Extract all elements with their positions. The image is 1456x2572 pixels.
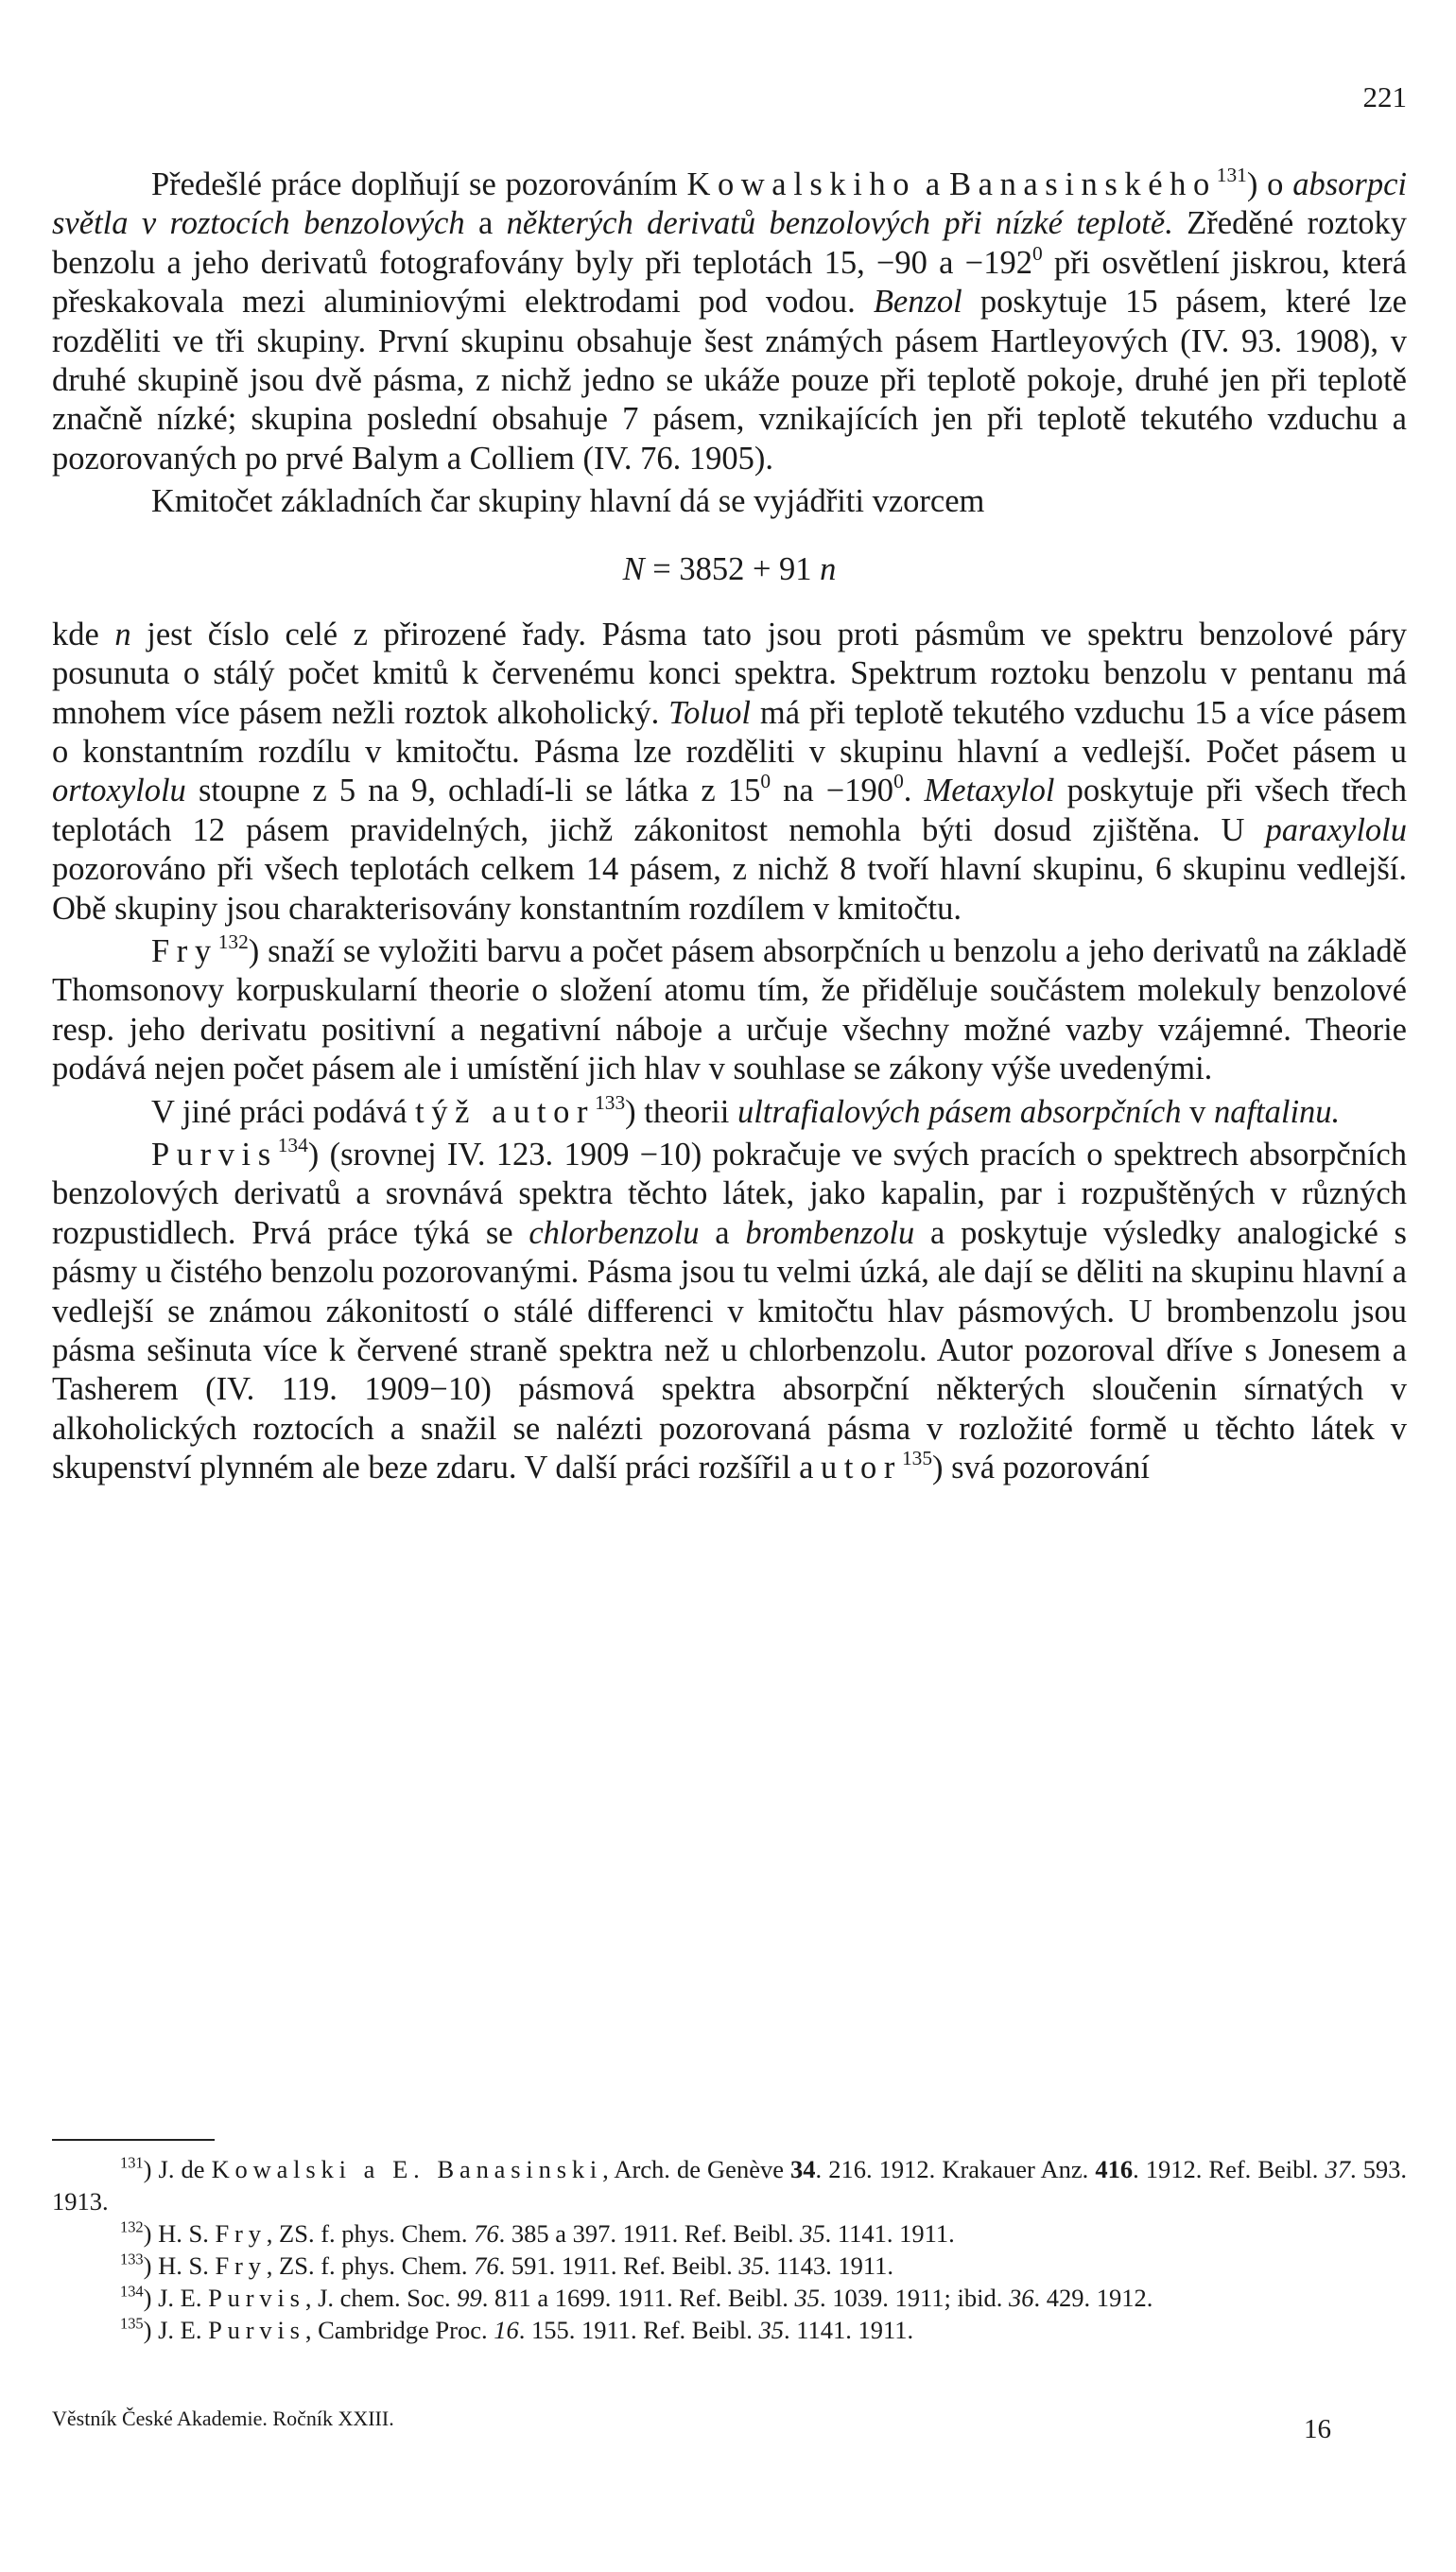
text-run: . 385 a 397. 1911. Ref. Beibl. <box>498 2218 801 2248</box>
text-run: , Cambridge Proc. <box>304 2315 494 2344</box>
text-run: Předešlé práce doplňují se pozorováním <box>151 166 687 202</box>
formula <box>52 550 1407 589</box>
degree-mark: 0 <box>1031 241 1043 265</box>
formula-text: = 3852 + 91 <box>644 550 821 587</box>
work-title: ultrafialových pásem absorpčních <box>737 1093 1182 1130</box>
paragraph-formula-intro: Kmitočet základních čar skupiny hlavní dá se vyjádřiti vzorcem <box>151 483 985 520</box>
text-run: a <box>699 1214 746 1251</box>
footnote <box>52 2154 1407 2218</box>
text-run: ) snaží se vyložiti barvu a počet pásem absorpčních u benzolu a jeho derivatů na základě Thomsonovy korpuskularní theorie o složení atomu tím, že přiděluje součástem molekuly benzolové resp. jeho derivatu positivní a negativní náboje a určuje všechny možné vazby vzájemné. Theorie podává nejen počet pásem ale i umístění jich hlav v souhlase se zákony výše uvedenými. <box>52 933 1407 1087</box>
body-text <box>52 165 1407 1488</box>
compound-name: brombenzolu <box>745 1214 915 1251</box>
footnote-number: 131 <box>120 2153 144 2172</box>
footnote <box>52 2283 1407 2315</box>
degree-mark: 0 <box>760 770 771 793</box>
paragraph-naftalin <box>52 1090 1407 1132</box>
footnote-ref: 134 <box>277 1134 308 1157</box>
footnote-number: 135 <box>120 2313 144 2332</box>
text-run: pozorováno při všech teplotách celkem 14 pásem, z nichž 8 tvoří hlavní skupinu, 6 skupinu vedlejší. Obě skupiny jsou charakterisovány konstantním rozdílem v kmitočtu. <box>52 851 1407 927</box>
text-run: ) J. E. <box>143 2283 209 2312</box>
text-run: . 591. 1911. Ref. Beibl. <box>498 2250 739 2280</box>
compound-name: naftalinu. <box>1213 1093 1341 1130</box>
journal-line: Věstník České Akademie. Ročník XXIII. <box>52 2407 394 2430</box>
text-run: . 1912. Ref. Beibl. <box>1133 2155 1326 2183</box>
compound-name: Benzol <box>873 284 962 321</box>
text-run: . 1141. 1911. <box>783 2315 914 2344</box>
volume-number: 16 <box>494 2315 519 2344</box>
author-name: Fry <box>215 2250 267 2280</box>
text-run: jest číslo celé z přirozené řady. Pásma tato jsou proti pásmům ve spektru benzolové páry posunuta o stálý počet kmitů k červenému konci spektra. Spektrum roztoku benzolu v pentanu má mnohem více pásem nežli roztok alkoholický. <box>52 616 1407 731</box>
author-name: Fry <box>151 933 218 970</box>
text-run: kde <box>52 616 115 652</box>
paragraph-purvis <box>52 1136 1407 1488</box>
volume-number: 36 <box>1008 2283 1034 2312</box>
footnote-ref: 135 <box>901 1447 932 1470</box>
text-run: . 811 a 1699. 1911. Ref. Beibl. <box>481 2283 795 2312</box>
author-name: Kowalskiho <box>686 166 917 202</box>
paragraph-kowalski <box>52 165 1407 478</box>
text-run: a poskytuje výsledky analogické s pásmy u čistého benzolu pozorovanými. Pásma jsou tu velmi úzká, ale dají se děliti na skupinu hlavní a vedlejší se známou zákonitostí o stálé differenci v kmitočtu hlav pásmových. U brombenzolu jsou pásma sešinuta více k červené straně spektra než u chlorbenzolu. Autor pozoroval dříve s Jonesem a Tasherem (IV. 119. 1909−10) pásmová spektra absorpční některých sloučenin sírnatých v alkoholických roztocích a snažil se nalézti pozorovaná pásma v rozložité formě u těchto látek v skupenství plynném ale beze zdaru. V další práci rozšířil <box>52 1214 1407 1486</box>
paragraph-fry <box>52 932 1407 1089</box>
text-run: ) svá pozorování <box>932 1450 1150 1486</box>
page-number: 221 <box>1362 80 1407 113</box>
formula-variable: n <box>114 616 131 652</box>
text-run: ) theorii <box>625 1093 737 1130</box>
footnote-ref: 133 <box>595 1090 626 1114</box>
volume-number: 416 <box>1095 2155 1134 2183</box>
text-run: . 593. 1913. <box>52 2155 1408 2216</box>
volume-number: 35 <box>794 2283 820 2312</box>
text-run: . <box>903 773 925 809</box>
footnote-ref: 132 <box>217 930 249 954</box>
text-run: , J. chem. Soc. <box>304 2283 458 2312</box>
footnotes <box>52 2154 1407 2346</box>
footnote <box>52 2315 1407 2347</box>
author-name: Purvis <box>208 2283 305 2312</box>
text-run: na −190 <box>771 773 894 809</box>
text-run: , Arch. de Genève <box>602 2155 791 2183</box>
footnote <box>52 2218 1407 2250</box>
page-footer <box>52 2407 1407 2444</box>
volume-number: 35 <box>800 2218 825 2248</box>
formula-variable: N <box>622 550 645 587</box>
text-run: , ZS. f. phys. Chem. <box>266 2250 475 2280</box>
text-run: má při teplotě tekutého vzduchu 15 a více pásem o konstantním rozdílu v kmitočtu. Pásma lze rozděliti v skupinu hlavní a vedlejší. Počet pásem u <box>52 694 1407 771</box>
text-run: ) H. S. <box>143 2250 216 2280</box>
text-run: V jiné práci podává <box>151 1093 416 1130</box>
author-name: Fry <box>215 2218 267 2248</box>
text-run: v <box>1181 1093 1214 1130</box>
volume-number: 76 <box>474 2250 499 2280</box>
text-run: ) (srovnej IV. 123. 1909 −10) pokračuje ve svých pracích o spektrech absorpčních benzolových derivatů a srovnává spektra těchto látek, jako kapalin, par i rozpuštěných v různých rozpustidlech. Prvá práce týká se <box>52 1136 1407 1251</box>
text-run: ) J. de <box>143 2155 212 2183</box>
footnote <box>52 2250 1407 2283</box>
text-run: , ZS. f. phys. Chem. <box>266 2218 475 2248</box>
text-run: ) H. S. <box>143 2218 216 2248</box>
text-run: poskytuje při všech třech teplotách 12 pásem pravidelných, jichž zákonitost nemohla býti dosud zjištěna. U <box>52 773 1407 848</box>
text-run: . 1143. 1911. <box>763 2250 894 2280</box>
work-title: absorpci světla v roztocích benzolových <box>52 166 1407 242</box>
footnote-number: 134 <box>120 2281 144 2300</box>
text-run: ) o <box>1246 166 1293 202</box>
text-run: . 429. 1912. <box>1033 2283 1153 2312</box>
signature-mark: 16 <box>1304 2414 1331 2444</box>
paragraph-toluol <box>52 616 1407 929</box>
formula-variable: n <box>820 550 837 587</box>
volume-number: 37 <box>1325 2155 1350 2183</box>
text-run: a <box>916 166 950 202</box>
text-run: a <box>464 205 507 242</box>
text-run: Zředěné roztoky benzolu a jeho derivatů fotografovány byly při teplotách 15, −90 a −192 <box>52 205 1407 281</box>
compound-name: Metaxylol <box>924 773 1055 809</box>
footnote-number: 132 <box>120 2217 144 2236</box>
volume-number: 99 <box>457 2283 482 2312</box>
text-run: ) J. E. <box>143 2315 209 2344</box>
author-name: týž autor <box>415 1093 596 1130</box>
text-run: při osvětlení jiskrou, která přeskakovala mezi aluminiovými elektrodami pod vodou. <box>52 244 1407 321</box>
text-run: stoupne z 5 na 9, ochladí-li se látka z 15 <box>185 773 761 809</box>
volume-number: 76 <box>474 2218 499 2248</box>
compound-name: Toluol <box>668 694 752 731</box>
volume-number: 35 <box>738 2250 764 2280</box>
footnote-divider <box>52 2139 215 2141</box>
text-run: . 1039. 1911; ibid. <box>820 2283 1009 2312</box>
text-run: . 1141. 1911. <box>824 2218 955 2248</box>
text-run: poskytuje 15 pásem, které lze rozděliti ve tři skupiny. První skupinu obsahuje šest známých pásem Hartleyových (IV. 93. 1908), v druhé skupině jsou dvě pásma, z nichž jedno se ukáže pouze při teplotě pokoje, druhé jen při teplotě značně nízké; skupina poslední obsahuje 7 pásem, vznikajících jen při teplotě tekutého vzduchu a pozorovaných po prvé Balym a Colliem (IV. 76. 1905). <box>52 284 1407 477</box>
author-name: Banasinského <box>949 166 1217 202</box>
footnote-ref: 131 <box>1216 164 1247 187</box>
footnote-number: 133 <box>120 2250 144 2268</box>
degree-mark: 0 <box>893 770 904 793</box>
author-name: Kowalski a E. Banasinski <box>211 2155 603 2183</box>
author-name: Purvis <box>208 2315 305 2344</box>
compound-name: chlorbenzolu <box>529 1214 700 1251</box>
volume-number: 34 <box>790 2155 816 2183</box>
compound-name: ortoxylolu <box>52 773 186 809</box>
compound-name: paraxylolu <box>1265 811 1407 848</box>
author-name: autor <box>799 1450 902 1486</box>
author-name: Purvis <box>151 1136 278 1173</box>
text-run: . 155. 1911. Ref. Beibl. <box>518 2315 759 2344</box>
work-title: některých derivatů benzolových při nízké teplotě. <box>506 205 1173 242</box>
volume-number: 35 <box>758 2315 784 2344</box>
text-run: . 216. 1912. Krakauer Anz. <box>815 2155 1096 2183</box>
